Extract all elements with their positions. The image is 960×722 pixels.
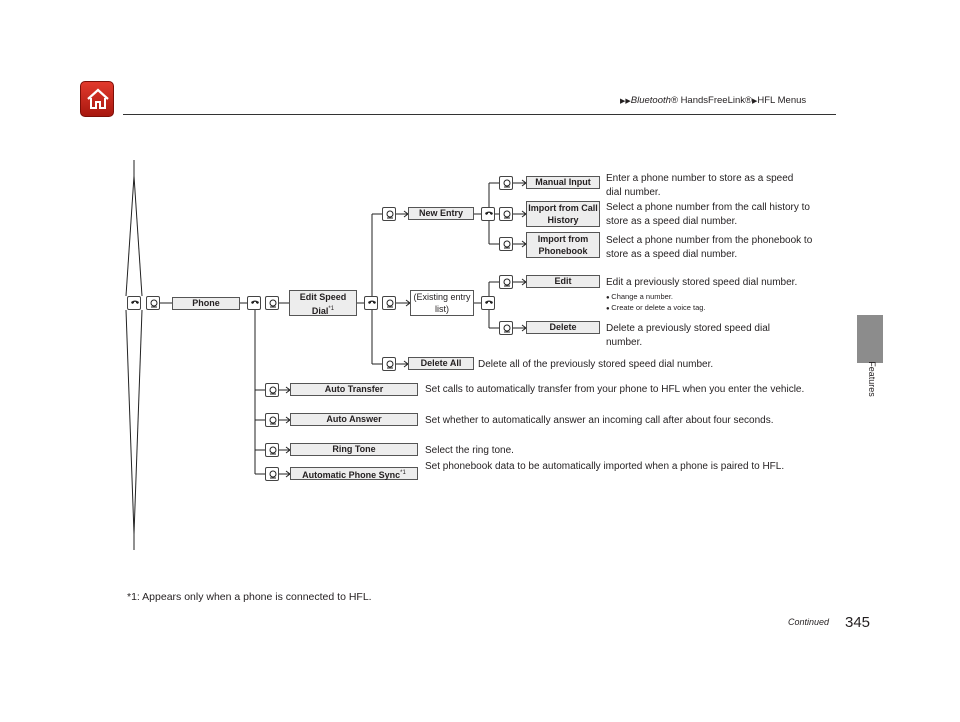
menu-auto-transfer[interactable]: Auto Transfer: [290, 383, 418, 396]
footnote-ref: *1: [328, 306, 335, 312]
menu-ring-tone[interactable]: Ring Tone: [290, 443, 418, 456]
menu-import-phonebook[interactable]: Import from Phonebook: [526, 232, 600, 258]
menu-automatic-phone-sync-label: Automatic Phone Sync: [302, 470, 401, 480]
breadcrumb-arrow-icon: ▶▶: [620, 98, 631, 105]
continued-label: Continued: [788, 617, 830, 627]
menu-existing-entry-list[interactable]: (Existing entry list): [410, 290, 474, 316]
talk-icon: [499, 275, 513, 289]
talk-icon: [382, 296, 396, 310]
talk-icon: [265, 443, 279, 457]
talk-icon: [382, 207, 396, 221]
pick-up-icon: [127, 296, 141, 310]
menu-edit-speed-dial-label: Edit Speed Dial: [299, 292, 347, 316]
talk-icon: [499, 176, 513, 190]
desc-edit-bullet-2: ● Create or delete a voice tag.: [606, 303, 706, 314]
breadcrumb-arrow-icon: ▶: [752, 98, 758, 105]
menu-import-call-history[interactable]: Import from Call History: [526, 201, 600, 227]
desc-manual-input: Enter a phone number to store as a speed dial number.: [606, 173, 794, 198]
desc-edit: Edit a previously stored speed dial number.: [606, 277, 798, 288]
desc-ring-tone: Select the ring tone.: [425, 445, 514, 456]
menu-new-entry[interactable]: New Entry: [408, 207, 474, 220]
footnote: *1: Appears only when a phone is connected to HFL.: [127, 591, 372, 603]
menu-edit[interactable]: Edit: [526, 275, 600, 288]
menu-edit-speed-dial[interactable]: [289, 290, 357, 316]
breadcrumb-handsfreelink[interactable]: ® HandsFreeLink®: [670, 95, 752, 106]
menu-automatic-phone-sync[interactable]: [290, 467, 418, 480]
pick-up-icon: [247, 296, 261, 310]
menu-manual-input[interactable]: Manual Input: [526, 176, 600, 189]
pick-up-icon: [481, 207, 495, 221]
menu-delete-all[interactable]: Delete All: [408, 357, 474, 370]
desc-auto-transfer: Set calls to automatically transfer from your phone to HFL when you enter the vehicle.: [425, 384, 805, 395]
talk-icon: [146, 296, 160, 310]
breadcrumb-bluetooth[interactable]: Bluetooth: [630, 95, 671, 106]
talk-icon: [382, 357, 396, 371]
pick-up-icon: [481, 296, 495, 310]
talk-icon: [499, 237, 513, 251]
talk-icon: [265, 467, 279, 481]
desc-auto-phone-sync: Set phonebook data to be automatically imported when a phone is paired to HFL.: [425, 461, 785, 472]
page-number: 345: [845, 614, 871, 631]
talk-icon: [265, 383, 279, 397]
desc-delete-all: Delete all of the previously stored speed dial number.: [478, 359, 714, 370]
talk-icon: [499, 321, 513, 335]
desc-auto-answer: Set whether to automatically answer an incoming call after about four seconds.: [425, 415, 774, 426]
desc-import-phonebook: Select a phone number from the phonebook to store as a speed dial number.: [606, 235, 813, 260]
menu-auto-answer[interactable]: Auto Answer: [290, 413, 418, 426]
menu-delete[interactable]: Delete: [526, 321, 600, 334]
pick-up-icon: [364, 296, 378, 310]
desc-delete: Delete a previously stored speed dial number.: [606, 323, 770, 348]
menu-phone[interactable]: Phone: [172, 297, 240, 310]
desc-import-call-history: Select a phone number from the call history to store as a speed dial number.: [606, 202, 810, 227]
talk-icon: [265, 413, 279, 427]
breadcrumb-hfl-menus[interactable]: HFL Menus: [757, 95, 807, 106]
footnote-ref: *1: [400, 470, 406, 476]
talk-icon: [499, 207, 513, 221]
talk-icon: [265, 296, 279, 310]
section-label: Features: [867, 361, 877, 397]
desc-edit-bullet-1: ● Change a number.: [606, 292, 673, 303]
